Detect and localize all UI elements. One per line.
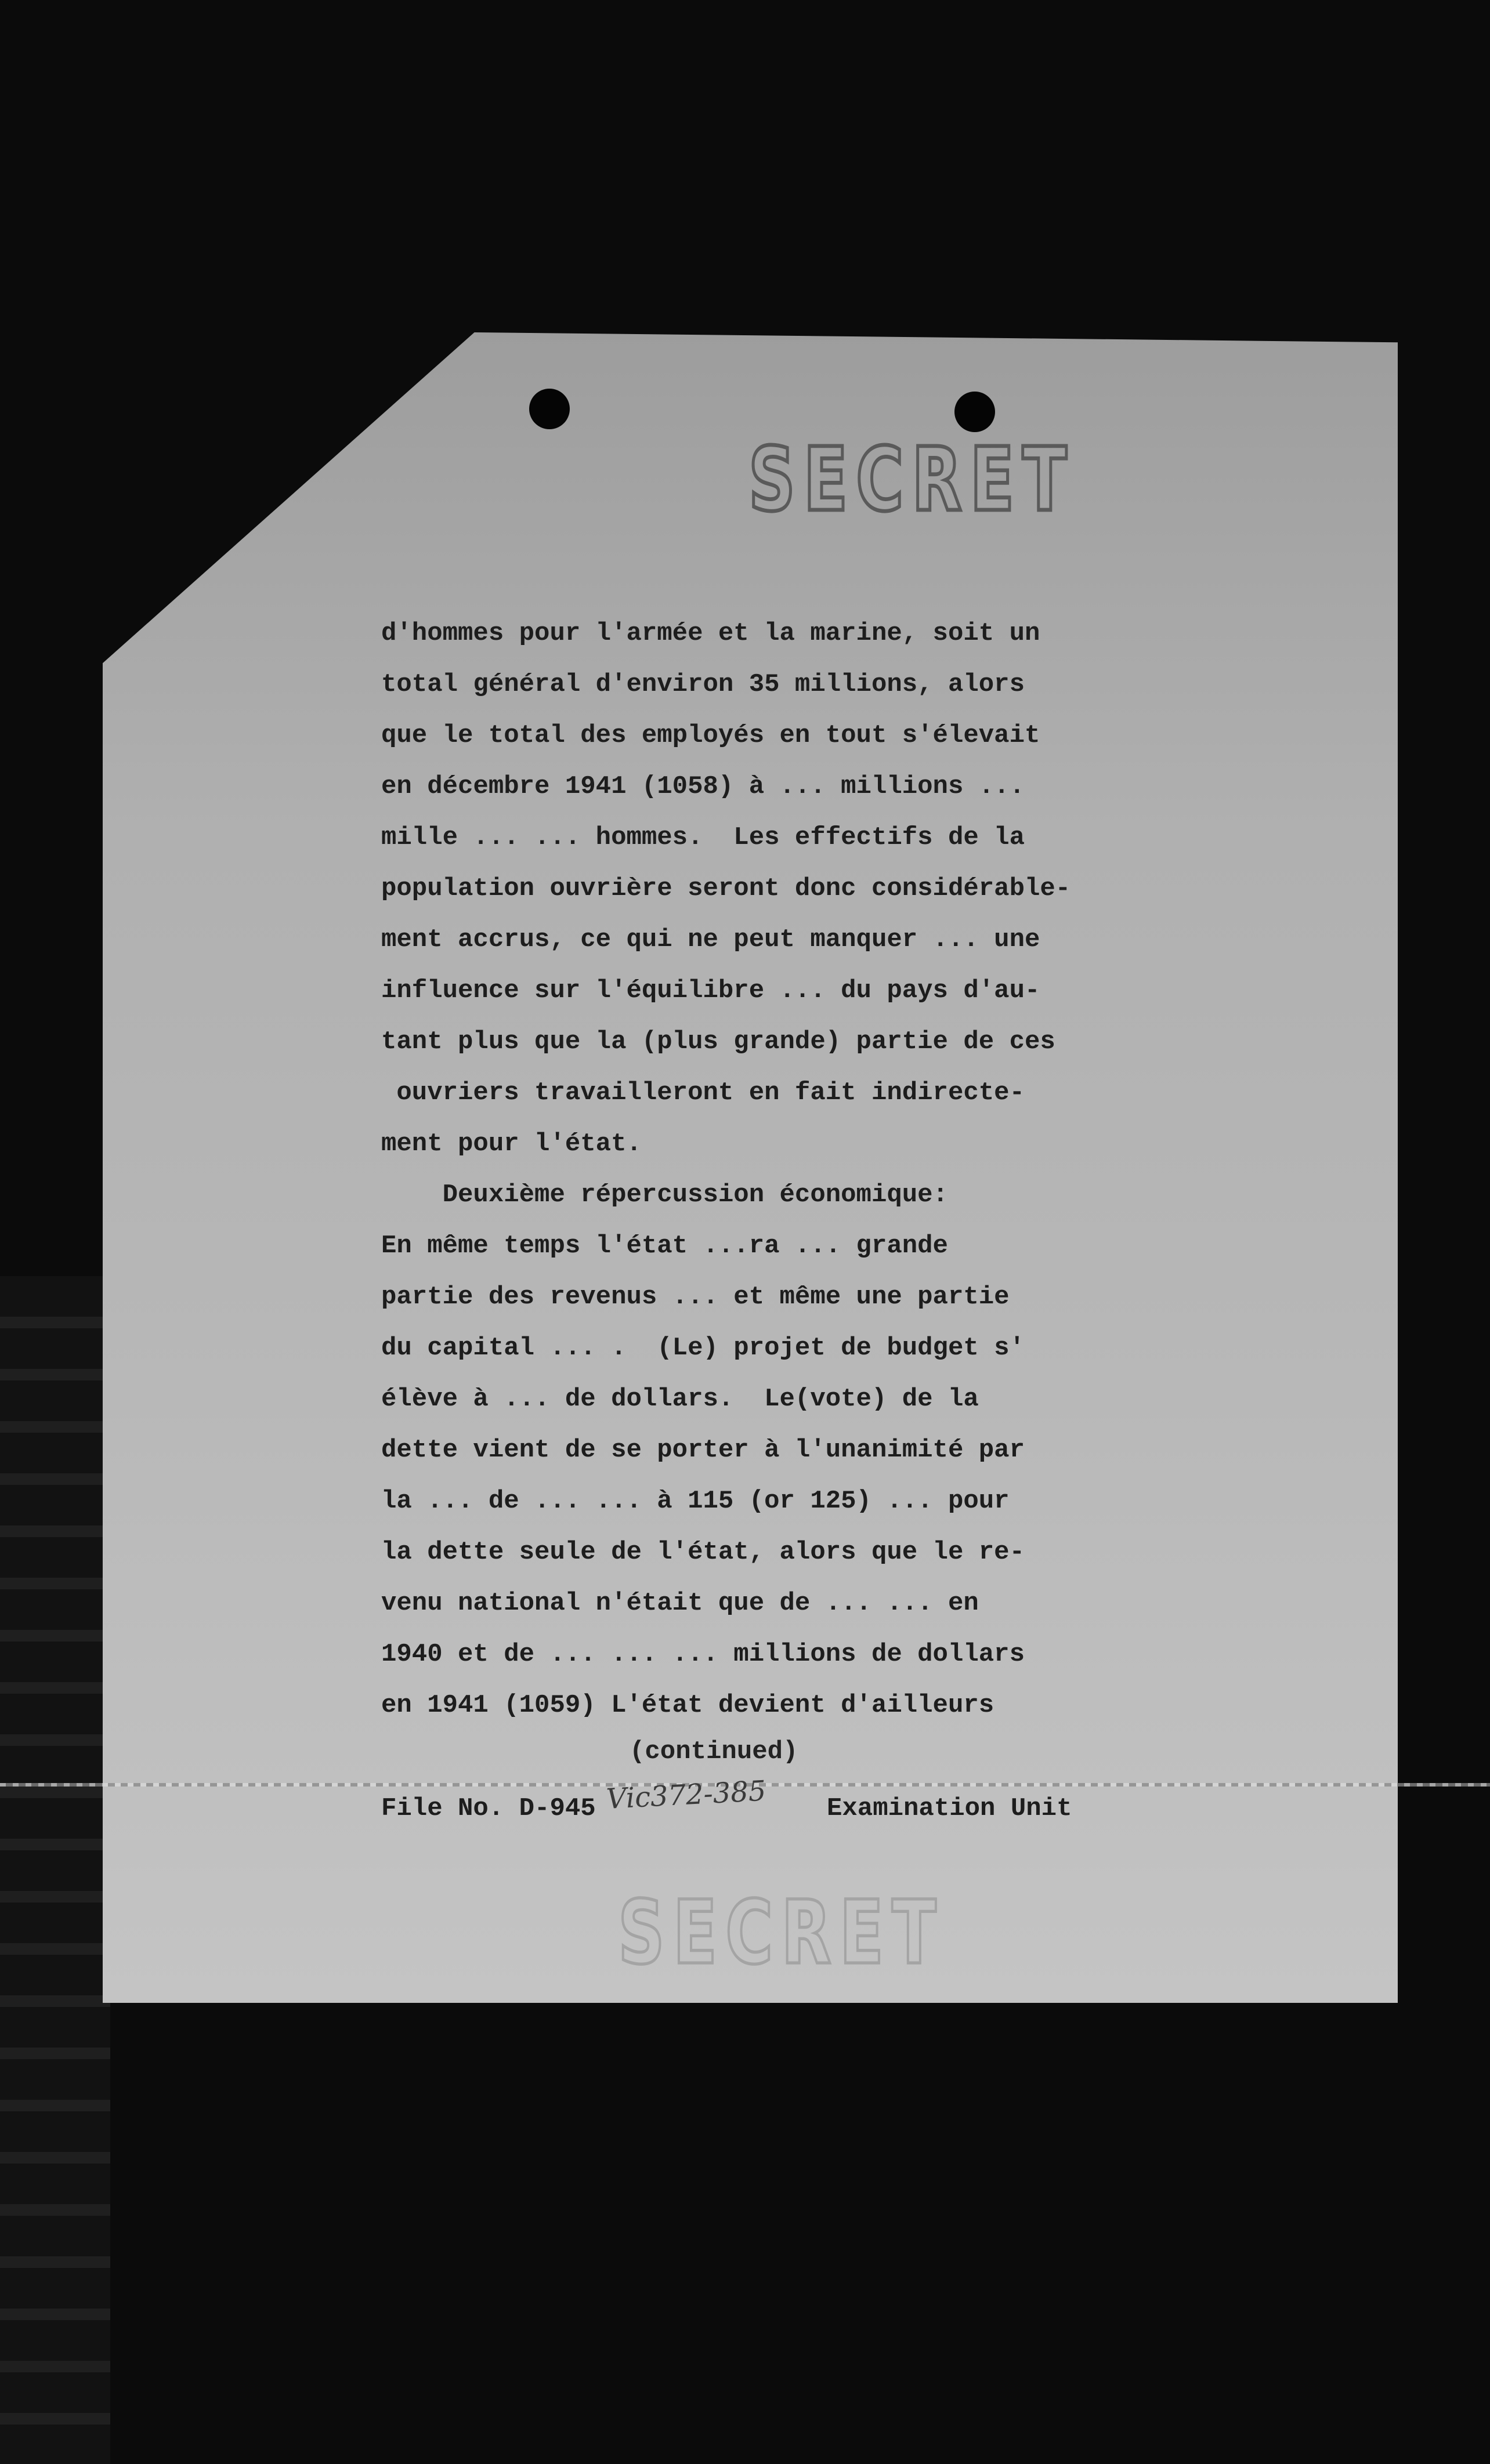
punch-hole-right [954,392,995,432]
text-line: tant plus que la (plus grande) partie de ces [381,1027,1055,1056]
continued-note: (continued) [630,1737,798,1766]
secret-stamp-top: SECRET [748,429,1075,531]
text-line: dette vient de se porter à l'unanimité par [381,1436,1025,1465]
text-line: influence sur l'équilibre ... du pays d'au- [381,976,1040,1005]
film-edge [0,1276,110,2464]
text-line: du capital ... . (Le) projet de budget s' [381,1334,1025,1363]
letter-body [381,608,1402,1731]
text-line: ment accrus, ce qui ne peut manquer ... une [381,925,1040,954]
text-line: la dette seule de l'état, alors que le re- [381,1538,1025,1567]
text-line: ouvriers travailleront en fait indirecte- [381,1078,1025,1107]
handwritten-reference: Vic372-385 [605,1774,767,1816]
text-line: la ... de ... ... à 115 (or 125) ... pour [381,1487,1010,1516]
text-line: élève à ... de dollars. Le(vote) de la [381,1385,979,1414]
text-line: total général d'environ 35 millions, alors [381,670,1025,699]
secret-stamp-bottom: SECRET [618,1882,945,1984]
section-heading: Deuxième répercussion économique: [381,1180,948,1209]
text-line: En même temps l'état ...ra ... grande [381,1231,948,1260]
text-line: en 1941 (1059) L'état devient d'ailleurs [381,1691,994,1720]
text-line: d'hommes pour l'armée et la marine, soit un [381,619,1040,648]
file-number: File No. D-945 [381,1794,596,1823]
examination-unit-label: Examination Unit [827,1794,1072,1823]
text-line: mille ... ... hommes. Les effectifs de la [381,823,1025,852]
text-line: que le total des employés en tout s'élevait [381,721,1040,750]
text-line: venu national n'était que de ... ... en [381,1589,979,1618]
text-line: 1940 et de ... ... ... millions de dollars [381,1640,1025,1669]
text-line: partie des revenus ... et même une partie [381,1282,1010,1311]
text-line: population ouvrière seront donc considérable- [381,874,1071,903]
text-line: en décembre 1941 (1058) à ... millions ... [381,772,1025,801]
punch-hole-left [529,389,570,429]
text-line: ment pour l'état. [381,1129,642,1158]
